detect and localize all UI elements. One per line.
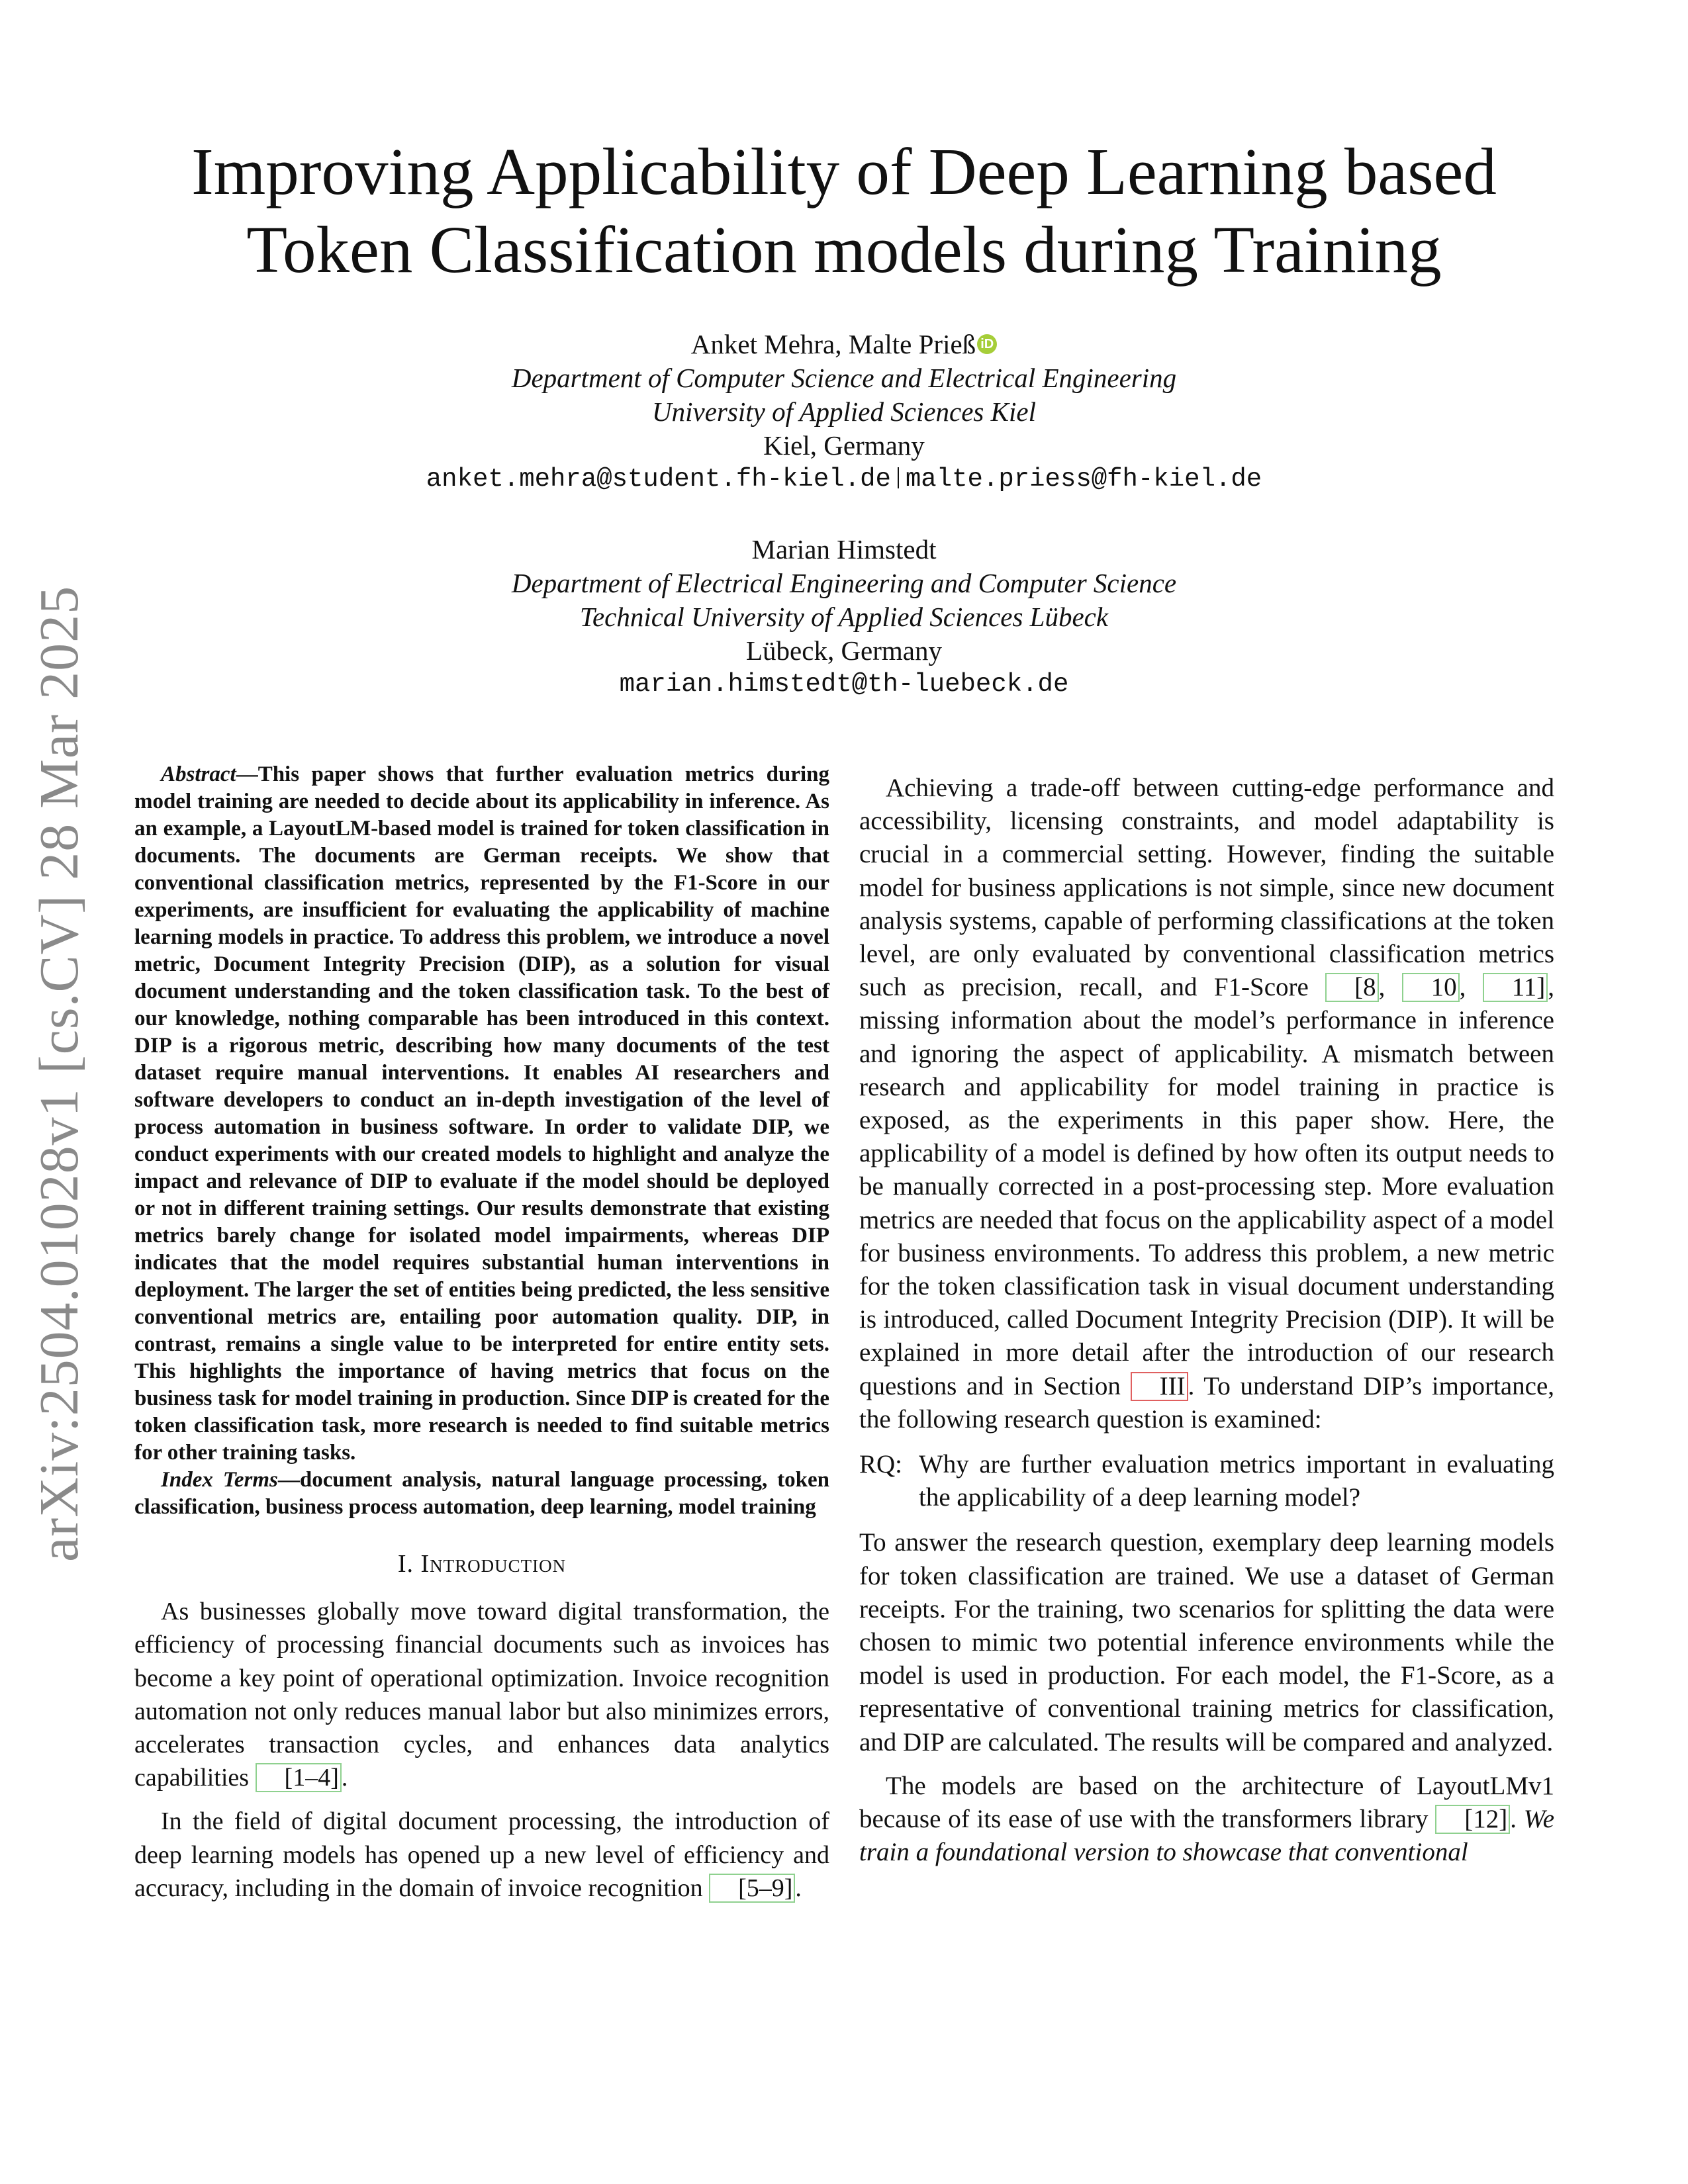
intro-p5-end: . (1510, 1805, 1517, 1834)
email-link-3[interactable]: marian.himstedt@th-luebeck.de (619, 670, 1069, 699)
index-terms-text: —document analysis, natural language processing, token classification, business process automation, deep learning, model training (134, 1468, 829, 1519)
section-heading-introduction (134, 1547, 829, 1580)
research-question (859, 1448, 1554, 1514)
author-university-1: University of Applied Sciences Kiel (652, 396, 1036, 427)
author-location-1: Kiel, Germany (763, 430, 925, 461)
title-line-2: Token Classification models during Training (246, 212, 1442, 287)
abstract-lead: Abstract (161, 762, 236, 786)
citation-link[interactable]: [1–4] (256, 1763, 342, 1792)
section-number: I. (397, 1550, 421, 1578)
author-department-1: Department of Computer Science and Electrical Engineering (511, 363, 1177, 393)
intro-p3-text-c: . To understand DIP’s importance, the following research question is examined: (859, 1371, 1555, 1433)
left-column (134, 761, 829, 1905)
rq-label: RQ: (859, 1450, 903, 1479)
intro-paragraph-1 (134, 1595, 829, 1794)
index-terms (134, 1467, 829, 1521)
intro-paragraph-3: Achieving a trade-off between cutting-edge performance and accessibility, licensing constraints, and model adaptability is crucial in a commercial setting. However, finding the suitable model for business applications is not simple, since new document analysis systems, capable of performing classifications at the token level, are only evaluated by conventional classification metrics such as precision, recall, and F1-Score [8 , 10 , 11] , missing information about the model’s performance in inference and ignoring the aspect of applicability. A mismatch between research and applicability for model training in practice is exposed, as the experiments in this paper show. Here, the applicability of a model is defined by how often its output needs to be manually corrected in a post-processing step. More evaluation metrics are needed that focus on the applicability aspect of a model for business environments. To address this problem, a new metric for the token classification task in visual document understanding is introduced, called Document Integrity Precision (DIP). It will be explained in more detail after the introduction of our research questions and in Section III . To understand DIP’s importance, the following research question is examined: (859, 774, 1555, 1433)
section-reference-link[interactable]: III (1131, 1372, 1188, 1401)
intro-paragraph-2 (134, 1805, 829, 1905)
email-separator (898, 467, 899, 488)
email-link-1[interactable]: anket.mehra@student.fh-kiel.de (426, 465, 891, 494)
right-column (859, 761, 1554, 1870)
orcid-icon[interactable]: iD (977, 334, 997, 354)
citation-link[interactable]: [8 (1325, 973, 1379, 1002)
author-location-2: Lübeck, Germany (746, 635, 942, 666)
title-line-1: Improving Applicability of Deep Learning based (191, 134, 1497, 208)
author-department-2: Department of Electrical Engineering and Computer Science (511, 568, 1177, 598)
abstract-text: —This paper shows that further evaluation metrics during model training are needed to decide about its applicability in inference. As an example, a LayoutLM-based model is trained for token classification in documents. The documents are German receipts. We show that conventional classification metrics, represented by the F1-Score in our experiments, are insufficient for evaluating the applicability of machine learning models in practice. To address this problem, we introduce a novel metric, Document Integrity Precision (DIP), as a solution for visual document understanding and the token classification task. To the best of our knowledge, nothing comparable has been introduced in this context. DIP is a rigorous metric, describing how many documents of the test dataset require manual interventions. It enables AI researchers and software developers to conduct an in-depth investigation of the level of process automation in business software. In order to validate DIP, we conduct experiments with our created models to highlight and analyze the impact and relevance of DIP to evaluate if the model should be deployed or not in different training settings. Our results demonstrate that existing metrics barely change for isolated model impairments, whereas DIP indicates that the model requires substantial human interventions in deployment. The larger the set of entities being predicted, the less sensitive conventional metrics are, entailing poor automation quality. DIP, in contrast, remains a single value to be interpreted for entire entity sets. This highlights the importance of having metrics that focus on the business task for model training in production. Since DIP is created for the token classification task, more research is needed to find suitable metrics for other training tasks. (134, 762, 829, 1465)
author-names-text: Anket Mehra, Malte Prieß (690, 329, 976, 359)
intro-p1-text: As businesses globally move toward digital transformation, the efficiency of processing financial documents such as invoices has become a key point of operational optimization. Invoice recognition automation not only reduces manual labor but also minimizes errors, accelerates transaction cycles, and enhances data analytics capabilities (134, 1598, 829, 1792)
author-emails-1 (99, 463, 1589, 496)
author-names-2: Marian Himstedt (751, 534, 937, 565)
intro-p3-text-a: Achieving a trade-off between cutting-edge performance and accessibility, licensing constraints, and model adaptability is crucial in a commercial setting. However, finding the suitable model for business applications is not simple, since new document analysis systems, capable of performing classifications at the token level, are only evaluated by conventional classification metrics such as precision, recall, and F1-Score (859, 774, 1554, 1002)
paper-title (99, 132, 1589, 289)
email-link-2[interactable]: malte.priess@fh-kiel.de (905, 465, 1262, 494)
intro-p5-italic: We train a foundational version to showcase that conventional (859, 1805, 1554, 1867)
author-university-2: Technical University of Applied Sciences Lübeck (579, 602, 1109, 632)
arxiv-identifier: arXiv:2504.01028v1 [cs.CV] 28 Mar 2025 (28, 585, 90, 1562)
citation-link[interactable]: 10 (1402, 973, 1460, 1002)
author-names-1 (99, 328, 1589, 361)
rq-text: Why are further evaluation metrics important in evaluating the applicability of a deep learning model? (919, 1450, 1554, 1512)
author-block-2 (99, 533, 1589, 702)
intro-paragraph-5 (859, 1770, 1554, 1870)
intro-p2-end: . (795, 1874, 802, 1902)
section-title: Introduction (420, 1550, 567, 1578)
author-block-1 (99, 328, 1589, 496)
citation-link[interactable]: 11] (1483, 973, 1548, 1002)
index-terms-lead: Index Terms (161, 1468, 278, 1492)
intro-p1-end: . (341, 1764, 348, 1792)
citation-link[interactable]: [12] (1435, 1805, 1510, 1834)
citation-link[interactable]: [5–9] (709, 1874, 795, 1903)
intro-p2-text: In the field of digital document processing, the introduction of deep learning models has opened up a new level of efficiency and accuracy, including in the domain of invoice recognition (134, 1807, 829, 1902)
intro-p3-text-b: , missing information about the model’s performance in inference and ignoring the aspect of applicability. A mismatch between research and applicability for model training in practice is exposed, as the experiments in this paper show. Here, the applicability of a model is defined by how often its output needs to be manually corrected in a post-processing step. More evaluation metrics are needed that focus on the applicability aspect of a model for business environments. To address this problem, a new metric for the token classification task in visual document understanding is introduced, called Document Integrity Precision (DIP). It will be explained in more detail after the introduction of our research questions and in Section (859, 973, 1555, 1400)
intro-paragraph-4: To answer the research question, exemplary deep learning models for token classification are trained. We use a dataset of German receipts. For the training, two scenarios for splitting the data were chosen to mimic two potential inference environments while the model is used in production. For each model, the F1-Score, as a representative of conventional training metrics for classification, and DIP are calculated. The results will be compared and analyzed. (859, 1528, 1554, 1756)
abstract (134, 761, 829, 1467)
intro-p5-text: The models are based on the architecture of LayoutLMv1 because of its ease of use with the transformers library (859, 1771, 1554, 1834)
